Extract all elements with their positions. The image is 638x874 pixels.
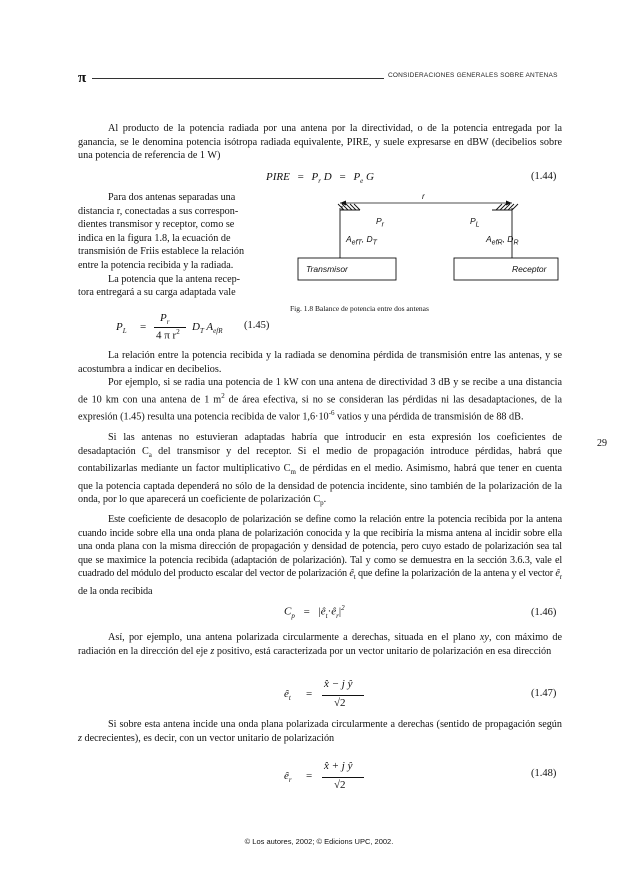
p7-vector-et: ê	[349, 568, 354, 580]
tx-antenna-icon	[338, 204, 360, 258]
eq148-fraction-bar	[322, 777, 364, 778]
eq144-term2: P	[353, 171, 361, 183]
p6-part-d: .	[323, 494, 327, 506]
equation-1-47	[284, 678, 404, 714]
p6-sub-3: p	[320, 499, 324, 508]
copyright-footer: © Los autores, 2002; © Edicions UPC, 2002.	[244, 837, 394, 846]
p2-line-5: transmisión de Friis establece la relación	[78, 246, 245, 258]
p3-line-1: La potencia que la antena recep-	[108, 273, 241, 285]
paragraph-4-text: La relación entre la potencia recibida y la radiada se denomina pérdida de transmisión entre las antenas, y se acostumbra a indicar en decibelios.	[78, 350, 562, 375]
equation-number-1-48: (1.48)	[531, 768, 557, 779]
rx-antenna-icon	[492, 204, 518, 258]
eq144-term1-sub: r	[318, 177, 322, 186]
p5-part-c: vatios y una pérdida de transmisión de 88 dB.	[334, 410, 524, 422]
p2-line-6: entre la potencia recibida y la radiada.	[78, 259, 234, 271]
page-number: 29	[597, 438, 607, 449]
p7-part-c: de la onda recibida	[78, 586, 153, 597]
rx-power-label: $P_L$	[470, 216, 480, 229]
antenna-diagram	[290, 194, 562, 290]
paragraph-4	[78, 349, 562, 376]
p9-z: z	[78, 732, 82, 744]
eq144-term2-sub: e	[360, 177, 364, 186]
eq148-lhs: $ê_r$	[284, 770, 292, 785]
p8-xy: xy	[479, 632, 489, 643]
p5-part-a: Por ejemplo, si se radia una potencia de 1 kW con una antena de directividad 3 dB y se recibe a una distancia de 10 km con una antena de 1 m	[78, 377, 562, 405]
paragraph-8	[78, 631, 562, 658]
eq146-v2: ê	[331, 605, 337, 618]
eq146-abs-close: |	[338, 605, 342, 618]
eq144-lhs: PIRE	[266, 171, 290, 183]
paragraph-5	[78, 376, 562, 424]
equation-1-44	[266, 171, 374, 185]
eq146-lhs-sub: p	[291, 611, 295, 620]
p5-sup-2: -6	[328, 408, 335, 417]
equation-1-46	[284, 604, 345, 620]
rx-params-label: $A_{efR}$, $D_R$	[486, 234, 519, 247]
p2-line-3: dientes transmisor y receptor, como se	[78, 219, 235, 231]
eq146-v2-sub: r	[336, 611, 339, 620]
eq147-fraction-bar	[322, 695, 364, 696]
eq146-v1-sub: t	[325, 611, 328, 620]
p6-part-b: del transmisor y del receptor. Si el medio de propagación introduce pérdidas, habrá que contabilizarlas mediante un factor multiplicativo C	[78, 445, 562, 475]
eq146-lhs: C	[284, 605, 292, 618]
figure-1-8	[290, 194, 562, 290]
eq144-term1: P	[311, 171, 319, 183]
header-symbol: π	[78, 70, 87, 86]
paragraph-7	[78, 513, 562, 599]
eq144-term1b: D	[321, 171, 332, 183]
paragraph-1-text: Al producto de la potencia radiada por una antena por la directividad, o de la potencia entregada por la ganancia, se le denomina potencia isótropa radiada equivalente, PIRE, y suele expresarse en dBW (decibelios sobre una potencia de referencia de 1 W)	[78, 123, 562, 162]
running-title: CONSIDERACIONES GENERALES SOBRE ANTENAS	[388, 72, 558, 79]
equation-number-1-44: (1.44)	[531, 171, 557, 182]
p7-vector-er-sub: r	[559, 573, 562, 582]
eq147-equals: =	[306, 688, 313, 700]
figure-caption: Fig. 1.8 Balance de potencia entre dos antenas	[290, 304, 429, 313]
p2-line-2: distancia r, conectadas a sus correspon-	[78, 205, 239, 217]
p7-part-b: que define la polarización de la antena y el vector	[355, 568, 556, 580]
paragraph-2	[78, 191, 272, 300]
p2-line-1: Para dos antenas separadas una	[108, 192, 236, 203]
p7-vector-et-sub: t	[353, 573, 356, 582]
p6-part-c: de pérdidas en el medio. Asimismo, habrá que tener en cuenta que la potencia captada dependerá no sólo de la densidad de potencia incidente, sino también de la polarización de la onda, por lo que aparecerá un coeficiente de polarización C	[78, 463, 562, 506]
p5-part-b: de área efectiva, si no se consideran las pérdidas ni las desadaptaciones, de la expresión (1.45) resulta una potencia recibida de valor 1,6·10	[78, 393, 562, 422]
eq147-denominator: √2	[334, 697, 346, 709]
p8-part-a: Así, por ejemplo, una antena polarizada circularmente a derechas, situada en el plano	[108, 632, 480, 643]
tx-power-label: $P_r$	[376, 216, 385, 229]
equation-number-1-47: (1.47)	[531, 688, 557, 699]
p2-line-4: indica en la figura 1.8, la ecuación de	[78, 232, 231, 244]
equation-1-48	[284, 760, 404, 796]
receiver-label: Receptor	[512, 264, 547, 274]
equation-1-45	[112, 312, 262, 346]
header-rule	[92, 78, 384, 79]
transmitter-label: Transmisor	[306, 264, 348, 274]
eq147-lhs: $ê_t$	[284, 688, 291, 703]
p7-vector-er: ê	[555, 568, 560, 580]
p5-sup-1: 2	[221, 391, 225, 400]
paragraph-6	[78, 431, 562, 511]
p9-part-b: decrecientes), es decir, con un vector unitario de polarización	[81, 732, 335, 744]
p8-z: z	[210, 645, 215, 657]
eq145-numerator: $P_r$	[160, 312, 170, 327]
eq146-sup: 2	[341, 604, 345, 612]
p8-part-b: , con máximo de radiación en la dirección del eje	[78, 632, 562, 657]
eq144-term2b: G	[363, 171, 374, 183]
eq146-dot: ·	[327, 605, 332, 618]
paragraph-9	[78, 718, 562, 745]
distance-label: r	[422, 192, 425, 201]
p6-sub-1: a	[148, 450, 152, 459]
eq148-numerator: x̂ + j ŷ	[324, 760, 353, 772]
p7-part-a: Este coeficiente de desacoplo de polarización se define como la relación entre la potencia recibida por la antena cuando incide sobre ella una onda plana de polarización conocida y la que recibiría la misma antena al incidir sobre ella una onda plana con la misma dirección de propagación y densidad de potencia, pero cuyo estado de polarización sea tal que se maximice la potencia recibida (adaptación de polarización). Tal y como se demuestra en la sección 3.6.3, vale el cuadrado del módulo del producto escalar del vector de polarización	[78, 514, 562, 580]
eq145-lhs: $P_L$	[116, 321, 127, 336]
eq146-v1: ê	[320, 605, 326, 618]
tx-params-label: $A_{efT}$, $D_T$	[346, 234, 377, 247]
eq145-equals: =	[140, 321, 147, 333]
eq144-equals-2: =	[339, 171, 346, 183]
equation-number-1-45: (1.45)	[244, 320, 270, 331]
eq144-equals-1: =	[297, 171, 304, 183]
paragraph-1	[78, 122, 562, 163]
p6-sub-2: m	[290, 468, 296, 477]
p6-part-a: Si las antenas no estuvieran adaptadas habría que introducir en esta expresión los coeficientes de desadaptación C	[78, 432, 562, 457]
eq147-numerator: x̂ − j ŷ	[324, 678, 353, 690]
p8-part-c: positivo, está caracterizada por un vector unitario de polarización en esa dirección	[214, 645, 552, 657]
eq145-denominator: 4 π $r^2$	[156, 328, 180, 342]
equation-number-1-46: (1.46)	[531, 607, 557, 618]
eq148-equals: =	[306, 770, 313, 782]
p9-part-a: Si sobre esta antena incide una onda plana polarizada circularmente a derechas (sentido de propagación según	[108, 719, 562, 730]
eq146-equals: =	[303, 605, 310, 618]
p3-line-2: tora entregará a su carga adaptada vale	[78, 287, 236, 299]
eq148-denominator: √2	[334, 779, 346, 791]
eq145-terms: $D_T$ $A_{efR}$	[192, 321, 223, 336]
eq146-abs-open: |	[318, 605, 321, 618]
